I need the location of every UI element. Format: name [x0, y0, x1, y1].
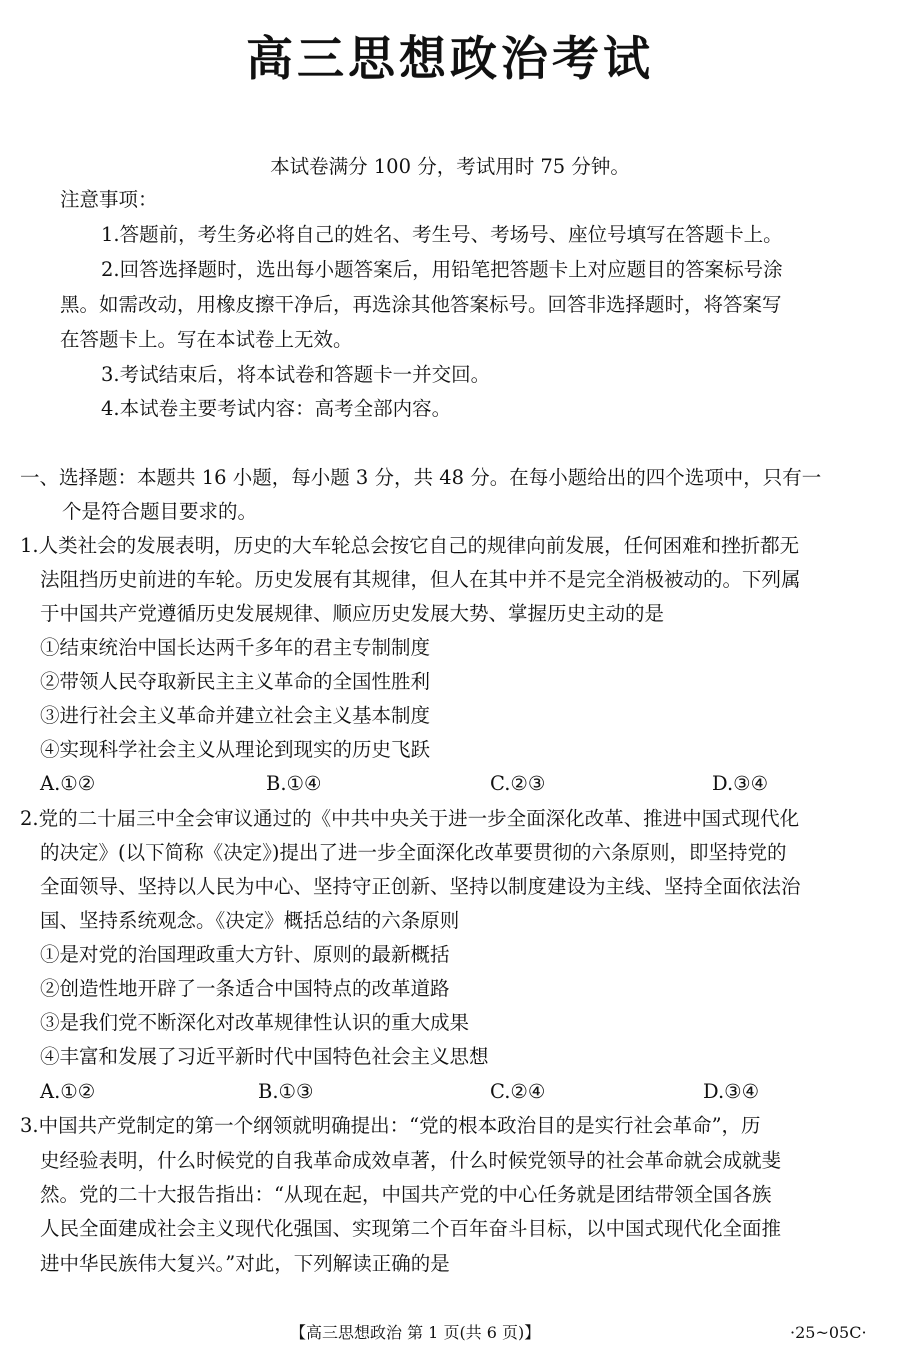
q1-item-3: ③进行社会主义革命并建立社会主义基本制度: [40, 704, 431, 727]
q3-stem-line-4: 人民全面建成社会主义现代化强国、实现第二个百年奋斗目标，以中国式现代化全面推: [40, 1217, 782, 1240]
q2-option-a: A.①②: [40, 1080, 96, 1103]
notes-line-4: 4.本试卷主要考试内容：高考全部内容。: [101, 397, 452, 420]
q2-stem-line-1: 2.党的二十届三中全会审议通过的《中共中央关于进一步全面深化改革、推进中国式现代化: [20, 807, 800, 830]
q2-item-2: ②创造性地开辟了一条适合中国特点的改革道路: [40, 977, 450, 1000]
q3-stem-line-1: 3.中国共产党制定的第一个纲领就明确提出：“党的根本政治目的是实行社会革命”，历: [20, 1114, 761, 1137]
notes-heading: 注意事项：: [60, 188, 158, 211]
q3-stem-line-3: 然。党的二十大报告指出：“从现在起，中国共产党的中心任务就是团结带领全国各族: [40, 1183, 772, 1206]
q2-stem-line-3: 全面领导、坚持以人民为中心、坚持守正创新、坚持以制度建设为主线、坚持全面依法治: [40, 875, 801, 898]
q1-option-d: D.③④: [712, 772, 769, 795]
q3-stem-line-2: 史经验表明，什么时候党的自我革命成效卓著，什么时候党领导的社会革命就会成就斐: [40, 1149, 782, 1172]
section-heading-line-1: 一、选择题：本题共 16 小题，每小题 3 分，共 48 分。在每小题给出的四个选项中，只有一: [20, 466, 822, 489]
notes-line-2b: 黑。如需改动，用橡皮擦干净后，再选涂其他答案标号。回答非选择题时，将答案写: [60, 293, 782, 316]
notes-line-1: 1.答题前，考生务必将自己的姓名、考生号、考场号、座位号填写在答题卡上。: [101, 223, 783, 246]
q3-stem-line-5: 进中华民族伟大复兴。”对此，下列解读正确的是: [40, 1252, 450, 1275]
q1-option-b: B.①④: [266, 772, 322, 795]
q1-stem-line-3: 于中国共产党遵循历史发展规律、顺应历史发展大势、掌握历史主动的是: [40, 602, 665, 625]
q1-stem-line-1: 1.人类社会的发展表明，历史的大车轮总会按它自己的规律向前发展，任何困难和挫折都无: [20, 534, 800, 557]
q2-item-4: ④丰富和发展了习近平新时代中国特色社会主义思想: [40, 1045, 489, 1068]
q1-stem-line-2: 法阻挡历史前进的车轮。历史发展有其规律，但人在其中并不是完全消极被动的。下列属: [40, 568, 801, 591]
q2-option-c: C.②④: [490, 1080, 546, 1103]
exam-subtitle: 本试卷满分 100 分，考试用时 75 分钟。: [270, 155, 630, 178]
q2-item-3: ③是我们党不断深化对改革规律性认识的重大成果: [40, 1011, 470, 1034]
q2-item-1: ①是对党的治国理政重大方针、原则的最新概括: [40, 943, 450, 966]
notes-line-2c: 在答题卡上。写在本试卷上无效。: [60, 328, 353, 351]
q1-item-1: ①结束统治中国长达两千多年的君主专制制度: [40, 636, 431, 659]
section-heading-line-2: 个是符合题目要求的。: [62, 500, 258, 523]
page-footer-label: 【高三思想政治 第 1 页(共 6 页)】: [290, 1323, 541, 1342]
q1-item-2: ②带领人民夺取新民主主义革命的全国性胜利: [40, 670, 431, 693]
notes-line-3: 3.考试结束后，将本试卷和答题卡一并交回。: [101, 363, 491, 386]
page-footer-code: ·25~05C·: [790, 1323, 867, 1342]
q1-item-4: ④实现科学社会主义从理论到现实的历史飞跃: [40, 738, 431, 761]
q2-option-b: B.①③: [258, 1080, 314, 1103]
notes-line-2a: 2.回答选择题时，选出每小题答案后，用铅笔把答题卡上对应题目的答案标号涂: [101, 258, 783, 281]
q1-option-c: C.②③: [490, 772, 546, 795]
exam-title: 高三思想政治考试: [246, 32, 654, 87]
q2-stem-line-2: 的决定》(以下简称《决定》)提出了进一步全面深化改革要贯彻的六条原则，即坚持党的: [40, 841, 787, 864]
q2-option-d: D.③④: [703, 1080, 760, 1103]
q2-stem-line-4: 国、坚持系统观念。《决定》概括总结的六条原则: [40, 909, 460, 932]
q1-option-a: A.①②: [40, 772, 96, 795]
